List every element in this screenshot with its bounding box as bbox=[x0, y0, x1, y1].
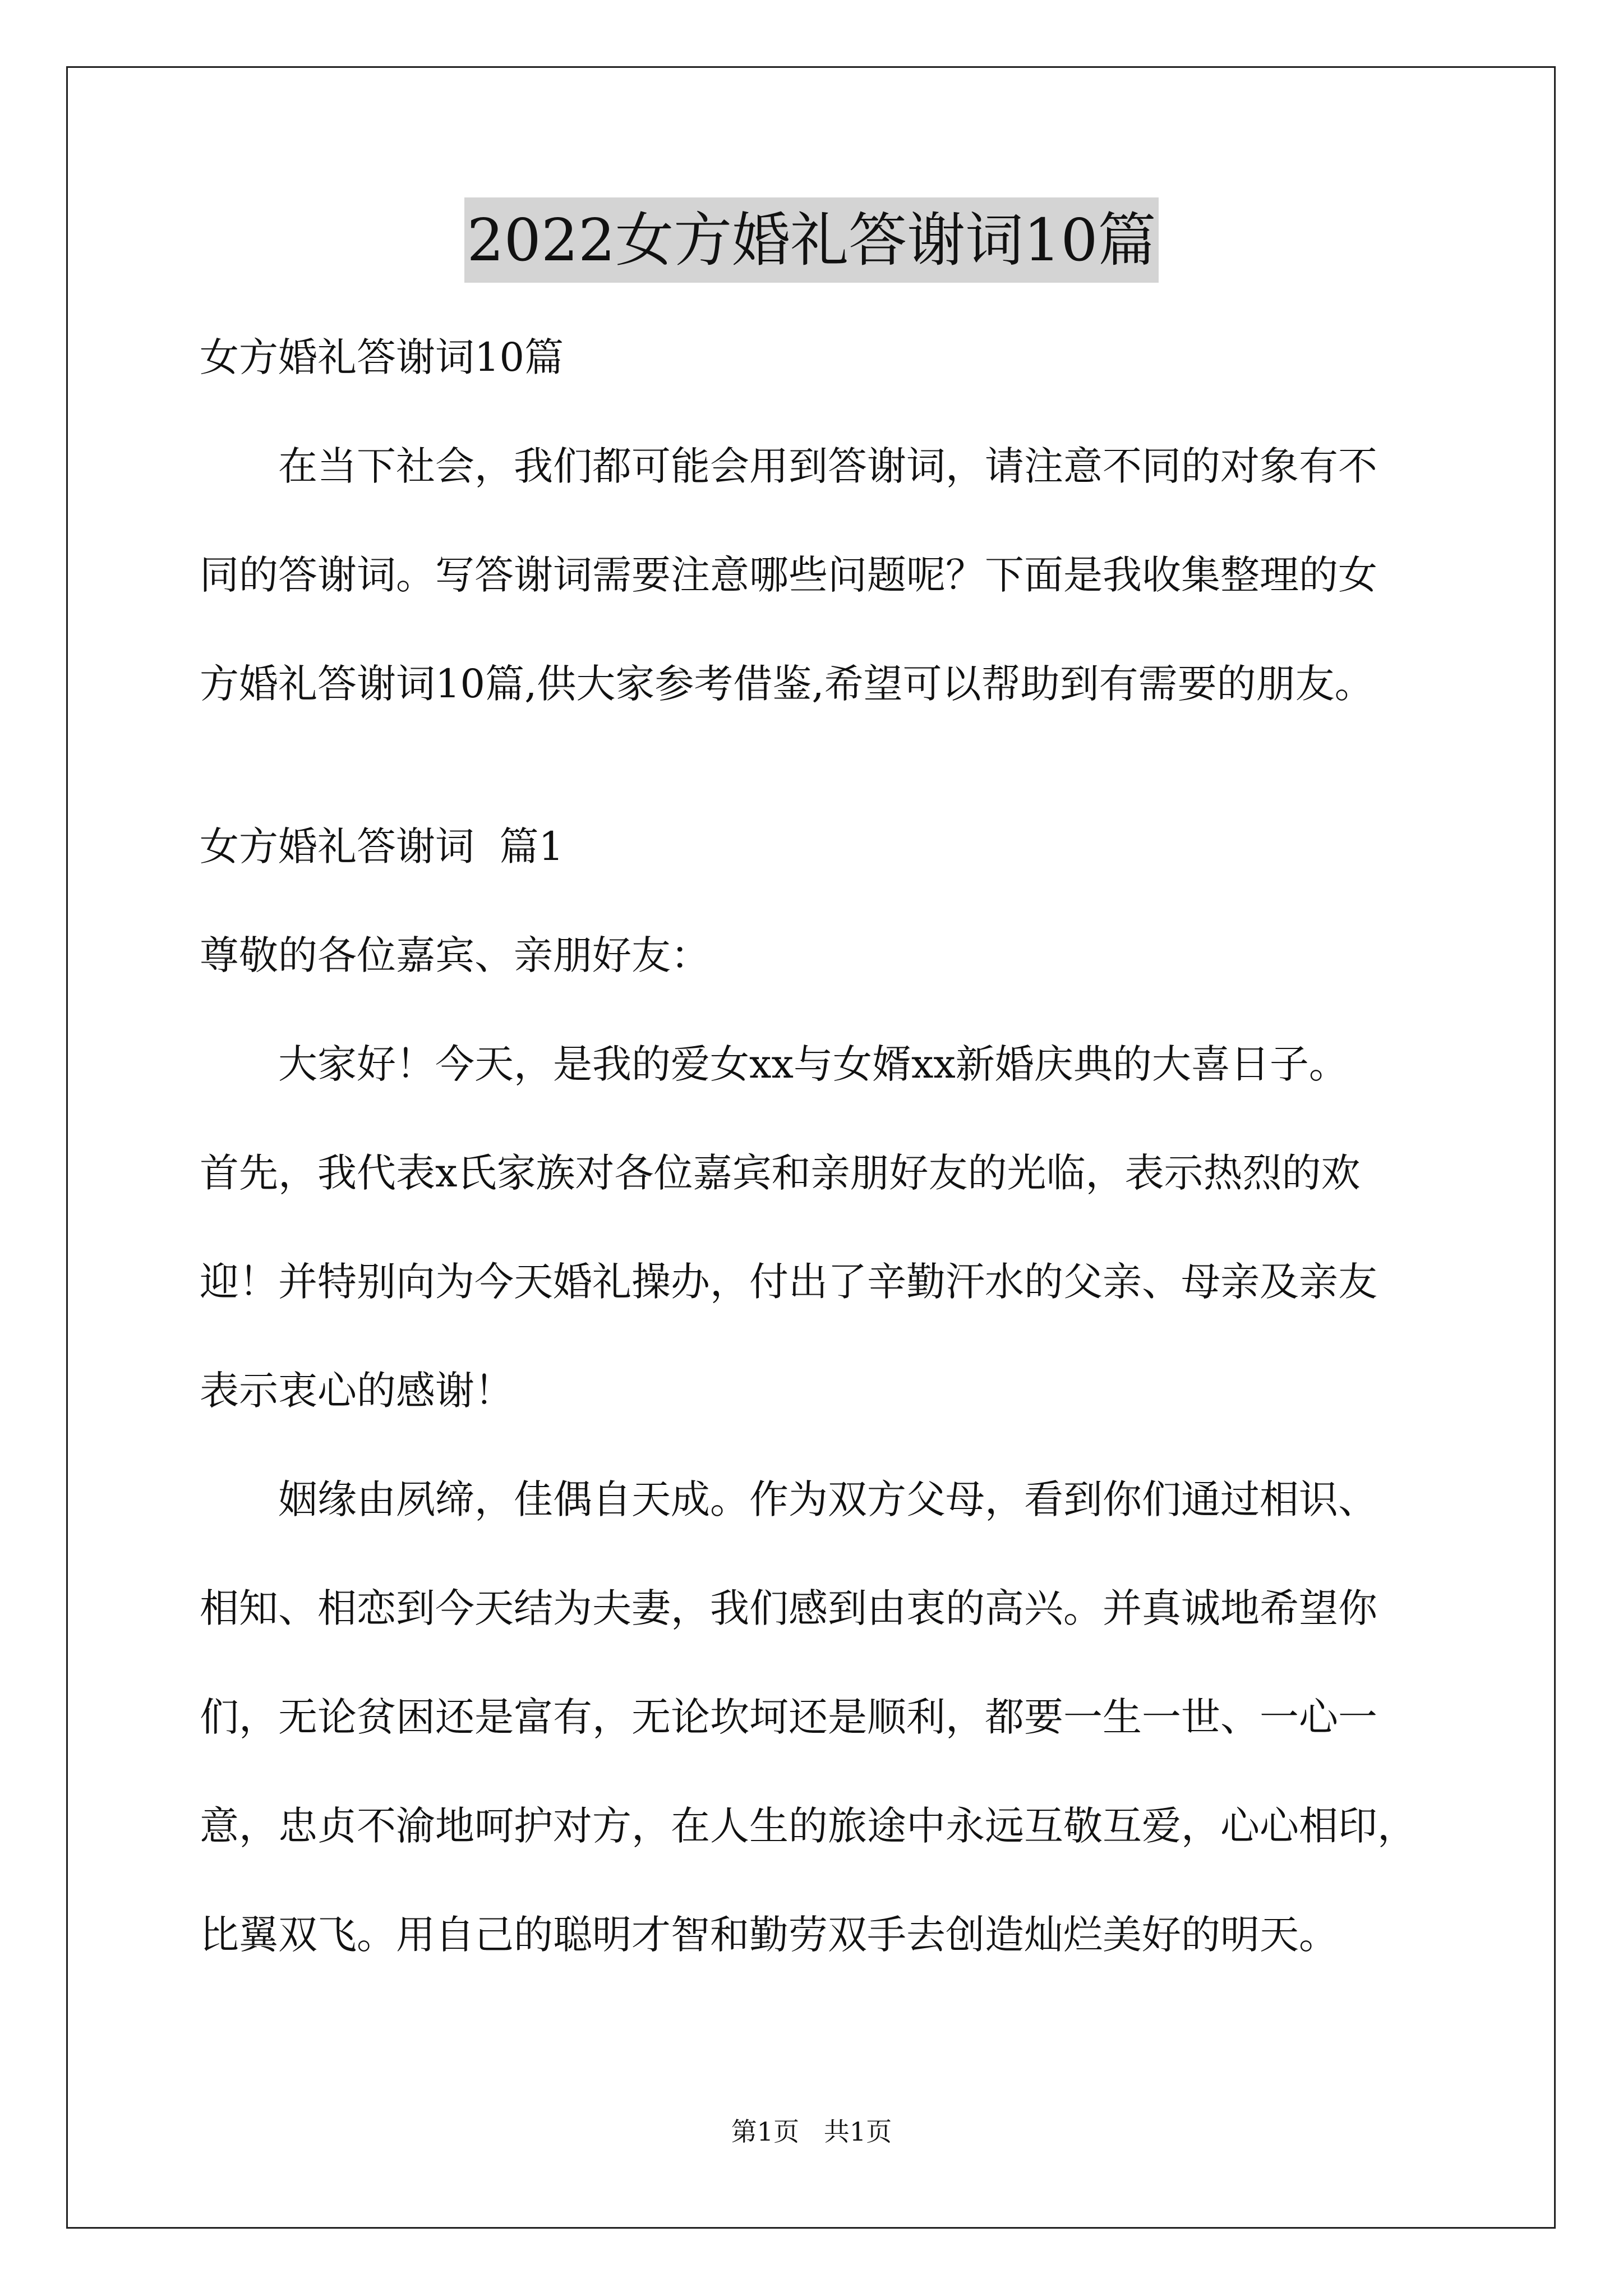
intro-line: 在当下社会，我们都可能会用到答谢词，请注意不同的对象有不 bbox=[278, 443, 1377, 489]
section-gap bbox=[200, 738, 1433, 792]
salutation: 尊敬的各位嘉宾、亲朋好友： bbox=[200, 932, 710, 978]
title-container bbox=[0, 197, 1623, 283]
paragraph-line: 大家好！今天，是我的爱女xx与女婿xx新婚庆典的大喜日子。 bbox=[278, 1041, 1348, 1087]
paragraph-line: 表示衷心的感谢！ bbox=[200, 1368, 514, 1414]
paragraph-line: 比翼双飞。用自己的聪明才智和勤劳双手去创造灿烂美好的明天。 bbox=[200, 1912, 1338, 1958]
paragraph-line: 们，无论贫困还是富有，无论坎坷还是顺利，都要一生一世、一心一 bbox=[200, 1694, 1377, 1740]
intro-line: 同的答谢词。写答谢词需要注意哪些问题呢？下面是我收集整理的女 bbox=[200, 552, 1377, 598]
paragraph-line: 首先，我代表x氏家族对各位嘉宾和亲朋好友的光临，表示热烈的欢 bbox=[200, 1150, 1361, 1196]
paragraph-line: 意，忠贞不渝地呵护对方，在人生的旅途中永远互敬互爱，心心相印， bbox=[200, 1803, 1417, 1849]
paragraph-line: 姻缘由夙缔，佳偶自天成。作为双方父母，看到你们通过相识、 bbox=[278, 1476, 1377, 1522]
section-heading: 女方婚礼答谢词 篇1 bbox=[200, 823, 564, 869]
page-footer: 第1页 共1页 bbox=[731, 2116, 892, 2147]
document-body bbox=[200, 303, 1433, 1989]
document-title: 2022女方婚礼答谢词10篇 bbox=[464, 197, 1158, 283]
subtitle: 女方婚礼答谢词10篇 bbox=[200, 334, 564, 380]
paragraph-line: 迎！并特别向为今天婚礼操办，付出了辛勤汗水的父亲、母亲及亲友 bbox=[200, 1259, 1377, 1305]
paragraph-line: 相知、相恋到今天结为夫妻，我们感到由衷的高兴。并真诚地希望你 bbox=[200, 1585, 1377, 1631]
intro-line: 方婚礼答谢词10篇,供大家参考借鉴,希望可以帮助到有需要的朋友。 bbox=[200, 661, 1374, 707]
